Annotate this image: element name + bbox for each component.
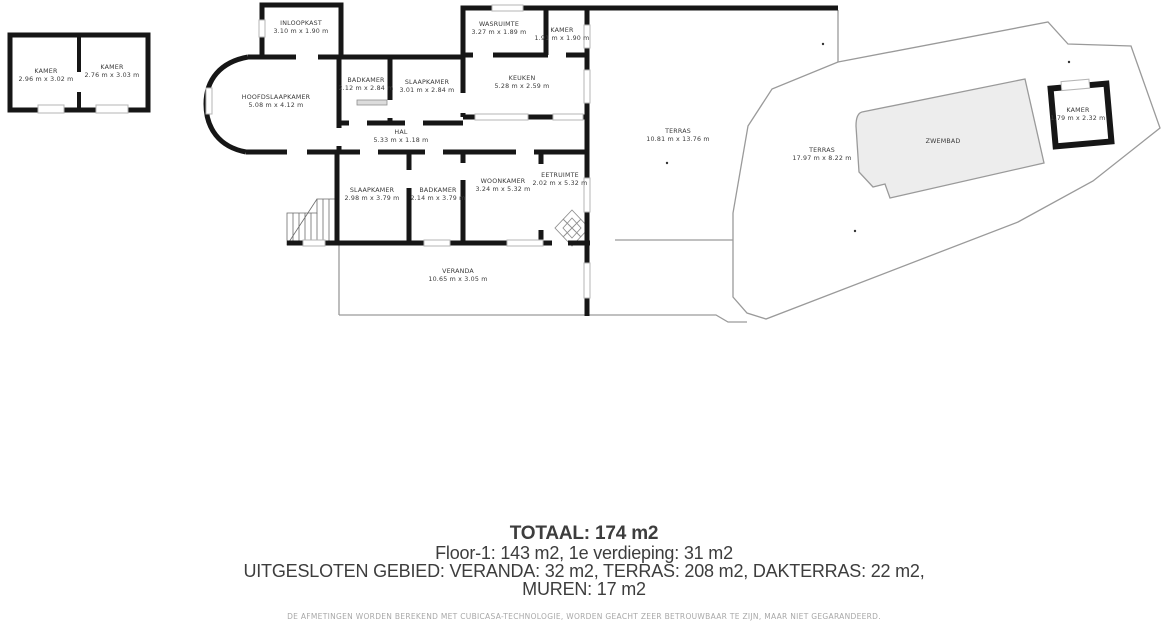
- room-label-hoofdslaapkamer: [242, 94, 310, 110]
- area-summary: [0, 524, 1168, 598]
- room-name: KEUKEN: [508, 75, 536, 82]
- room-name: HAL: [394, 129, 408, 136]
- summary-muren: MUREN: 17 m2: [522, 579, 646, 599]
- room-name: KAMER: [100, 64, 124, 71]
- room-dims: 3.01 m x 2.84 m: [399, 87, 455, 94]
- room-dims: 17.97 m x 8.22 m: [792, 155, 852, 162]
- room-dims: 2.98 m x 3.79 m: [344, 195, 400, 202]
- room-label-slaapkamer-top: [399, 79, 454, 95]
- room-name: HOOFDSLAAPKAMER: [241, 94, 311, 101]
- room-dims: 2.12 m x 2.84 m: [338, 85, 394, 92]
- room-dims: 2.76 m x 3.03 m: [84, 72, 140, 79]
- room-name: TERRAS: [809, 147, 835, 154]
- room-name: WOONKAMER: [480, 178, 526, 185]
- summary-floors: Floor-1: 143 m2, 1e verdieping: 31 m2: [435, 543, 733, 563]
- room-dims: 1.79 m x 2.32 m: [1050, 115, 1106, 122]
- terras-left-lines: [615, 10, 838, 240]
- room-dims: 5.28 m x 2.59 m: [494, 83, 550, 90]
- room-dims: 3.27 m x 1.89 m: [471, 29, 527, 36]
- room-label-woonkamer: [475, 178, 530, 194]
- room-label-kamer-outbuilding-left: [18, 68, 73, 84]
- room-label-wasruimte: [471, 21, 526, 37]
- room-dims: 2.96 m x 3.02 m: [18, 76, 74, 83]
- room-dims: 5.08 m x 4.12 m: [248, 102, 304, 109]
- room-label-slaapkamer-bottom: [344, 187, 399, 203]
- room-label-badkamer-top: [338, 77, 393, 93]
- stairs: [287, 199, 339, 245]
- room-name: VERANDA: [442, 268, 474, 275]
- room-name: KAMER: [34, 68, 58, 75]
- room-name: WASRUIMTE: [478, 21, 520, 28]
- room-name: KAMER: [550, 27, 574, 34]
- room-dims: 10.81 m x 13.76 m: [646, 136, 710, 143]
- room-name: INLOOPKAST: [280, 20, 322, 27]
- room-name: BADKAMER: [347, 77, 385, 84]
- summary-excluded: UITGESLOTEN GEBIED: VERANDA: 32 m2, TERRAS: 208 m2, DAKTERRAS: 22 m2,: [243, 561, 925, 581]
- room-name: SLAAPKAMER: [349, 187, 395, 194]
- room-dims: 3.10 m x 1.90 m: [273, 28, 329, 35]
- room-label-terras-right: [792, 147, 851, 163]
- room-label-kamer-top: [534, 27, 589, 43]
- room-name: EETRUIMTE: [541, 172, 579, 179]
- room-label-terras-left: [646, 128, 709, 144]
- room-label-veranda: [428, 268, 487, 284]
- room-label-inloopkast: [273, 20, 328, 36]
- room-label-eetruimte: [532, 172, 587, 188]
- room-name: ZWEMBAD: [925, 138, 961, 145]
- room-name: TERRAS: [665, 128, 691, 135]
- room-name: KAMER: [1066, 107, 1090, 114]
- room-name: BADKAMER: [419, 187, 457, 194]
- room-dims: 10.65 m x 3.05 m: [428, 276, 488, 283]
- room-dims: 1.91 m x 1.90 m: [534, 35, 590, 42]
- room-dims: 2.14 m x 3.79 m: [410, 195, 466, 202]
- room-label-kamer-hut: [1050, 107, 1105, 123]
- room-label-keuken: [494, 75, 549, 91]
- room-dims: 3.24 m x 5.32 m: [475, 186, 531, 193]
- room-label-hal: [373, 129, 428, 145]
- room-label-zwembad: [926, 138, 961, 146]
- room-dims: 2.02 m x 5.32 m: [532, 180, 588, 187]
- house-walls: [206, 5, 838, 316]
- room-label-badkamer-bottom: [410, 187, 465, 203]
- summary-total: TOTAAL: 174 m2: [509, 523, 659, 544]
- disclaimer-text: DE AFMETINGEN WORDEN BEREKEND MET CUBICASA-TECHNOLOGIE, WORDEN GEACHT ZEER BETROUWBAAR TE ZIJN, MAAR NIET GEGARANDEERD.: [287, 612, 881, 621]
- room-label-kamer-outbuilding-right: [84, 64, 139, 80]
- badkamer-fixture: [357, 100, 387, 105]
- veranda-outline: [339, 245, 747, 322]
- room-dims: 5.33 m x 1.18 m: [373, 137, 429, 144]
- room-name: SLAAPKAMER: [404, 79, 450, 86]
